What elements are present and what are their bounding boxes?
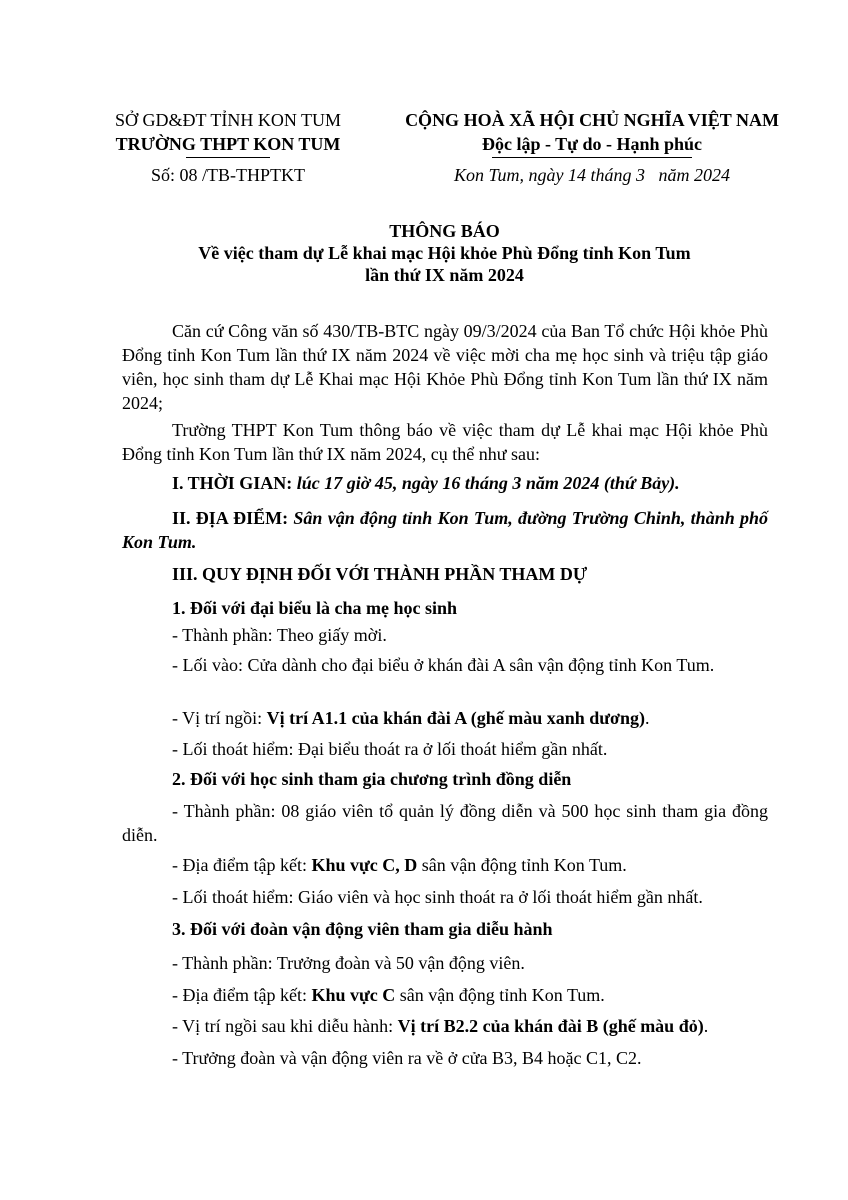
motto-underline xyxy=(492,157,692,158)
sub3-composition: - Thành phần: Trưởng đoàn và 50 vận động viên. xyxy=(172,953,525,973)
doc-title: THÔNG BÁO xyxy=(389,221,500,241)
subsection-2-heading: 2. Đối với học sinh tham gia chương trình đồng diễn xyxy=(172,769,572,789)
sub3-gathering xyxy=(172,983,772,1007)
sub1-seating-prefix: - Vị trí ngồi: xyxy=(172,708,267,728)
doc-subtitle-2: lần thứ IX năm 2024 xyxy=(365,265,524,285)
sub2-exit: - Lối thoát hiểm: Giáo viên và học sinh thoát ra ở lối thoát hiểm gần nhất. xyxy=(172,887,703,907)
place-label: II. ĐỊA ĐIỂM: xyxy=(172,508,289,528)
sub3-gathering-area: Khu vực C xyxy=(311,985,396,1005)
doc-subtitle-1: Về việc tham dự Lễ khai mạc Hội khỏe Phù Đổng tỉnh Kon Tum xyxy=(198,243,691,263)
org-line-1: SỞ GD&ĐT TỈNH KON TUM xyxy=(114,110,341,130)
time-line xyxy=(172,471,772,495)
place-value: Sân vận động tỉnh Kon Tum, đường Trường Chinh, thành phố Kon Tum. xyxy=(122,508,769,552)
time-label: I. THỜI GIAN: xyxy=(172,473,293,493)
place-line xyxy=(122,506,768,554)
national-title: CỘNG HOÀ XÃ HỘI CHỦ NGHĨA VIỆT NAM xyxy=(405,110,779,130)
para-legal-basis: Căn cứ Công văn số 430/TB-BTC ngày 09/3/2024 của Ban Tổ chức Hội khỏe Phù Đổng tỉnh Kon Tum lần thứ IX năm 2024 về việc mời cha mẹ học sinh và triệu tập giáo viên, học sinh tham dự Lễ Khai mạc Hội Khỏe Phù Đổng tỉnh Kon Tum lần thứ IX năm 2024; xyxy=(122,321,768,413)
sub3-gathering-prefix: - Địa điểm tập kết: xyxy=(172,985,312,1005)
sub1-seating-position: Vị trí A1.1 của khán đài A (ghế màu xanh dương) xyxy=(266,708,646,728)
sub3-seating-prefix: - Vị trí ngồi sau khi diễu hành: xyxy=(172,1016,398,1036)
sub1-composition: - Thành phần: Theo giấy mời. xyxy=(172,625,387,645)
motto: Độc lập - Tự do - Hạnh phúc xyxy=(481,134,703,154)
sub2-gathering-area: Khu vực C, D xyxy=(311,855,418,875)
org-line-2: TRƯỜNG THPT KON TUM xyxy=(115,134,341,154)
subsection-1-heading: 1. Đối với đại biểu là cha mẹ học sinh xyxy=(172,598,458,618)
sub2-gathering-suffix: sân vận động tỉnh Kon Tum. xyxy=(417,855,627,875)
para-announcement: Trường THPT Kon Tum thông báo về việc tham dự Lễ khai mạc Hội khỏe Phù Đổng tỉnh Kon Tum lần thứ IX năm 2024, cụ thể như sau: xyxy=(122,420,768,464)
sub1-entrance: - Lối vào: Cửa dành cho đại biểu ở khán đài A sân vận động tỉnh Kon Tum. xyxy=(172,655,715,675)
sub1-exit: - Lối thoát hiểm: Đại biểu thoát ra ở lối thoát hiểm gần nhất. xyxy=(172,739,608,759)
sub1-seating-suffix: . xyxy=(645,708,650,728)
sub3-exit: - Trưởng đoàn và vận động viên ra về ở cửa B3, B4 hoặc C1, C2. xyxy=(172,1048,642,1068)
sub2-composition: - Thành phần: 08 giáo viên tổ quản lý đồng diễn và 500 học sinh tham gia đồng diễn. xyxy=(122,801,768,845)
place-date: Kon Tum, ngày 14 tháng 3 năm 2024 xyxy=(453,165,730,185)
sub3-seating xyxy=(172,1014,792,1038)
sub3-seating-position: Vị trí B2.2 của khán đài B (ghế màu đỏ) xyxy=(397,1016,704,1036)
time-value: lúc 17 giờ 45, ngày 16 tháng 3 năm 2024 (thứ Bảy). xyxy=(296,473,680,493)
sub3-gathering-suffix: sân vận động tỉnh Kon Tum. xyxy=(395,985,605,1005)
sub2-gathering-prefix: - Địa điểm tập kết: xyxy=(172,855,312,875)
subsection-3-heading: 3. Đối với đoàn vận động viên tham gia diễu hành xyxy=(172,919,553,939)
section-3-heading: III. QUY ĐỊNH ĐỐI VỚI THÀNH PHẦN THAM DỰ xyxy=(172,564,588,584)
org-underline xyxy=(186,157,270,158)
sub1-seating xyxy=(172,706,772,730)
sub2-gathering xyxy=(172,853,772,877)
sub3-seating-suffix: . xyxy=(703,1016,709,1036)
doc-number: Số: 08 /TB-THPTKT xyxy=(150,165,305,185)
